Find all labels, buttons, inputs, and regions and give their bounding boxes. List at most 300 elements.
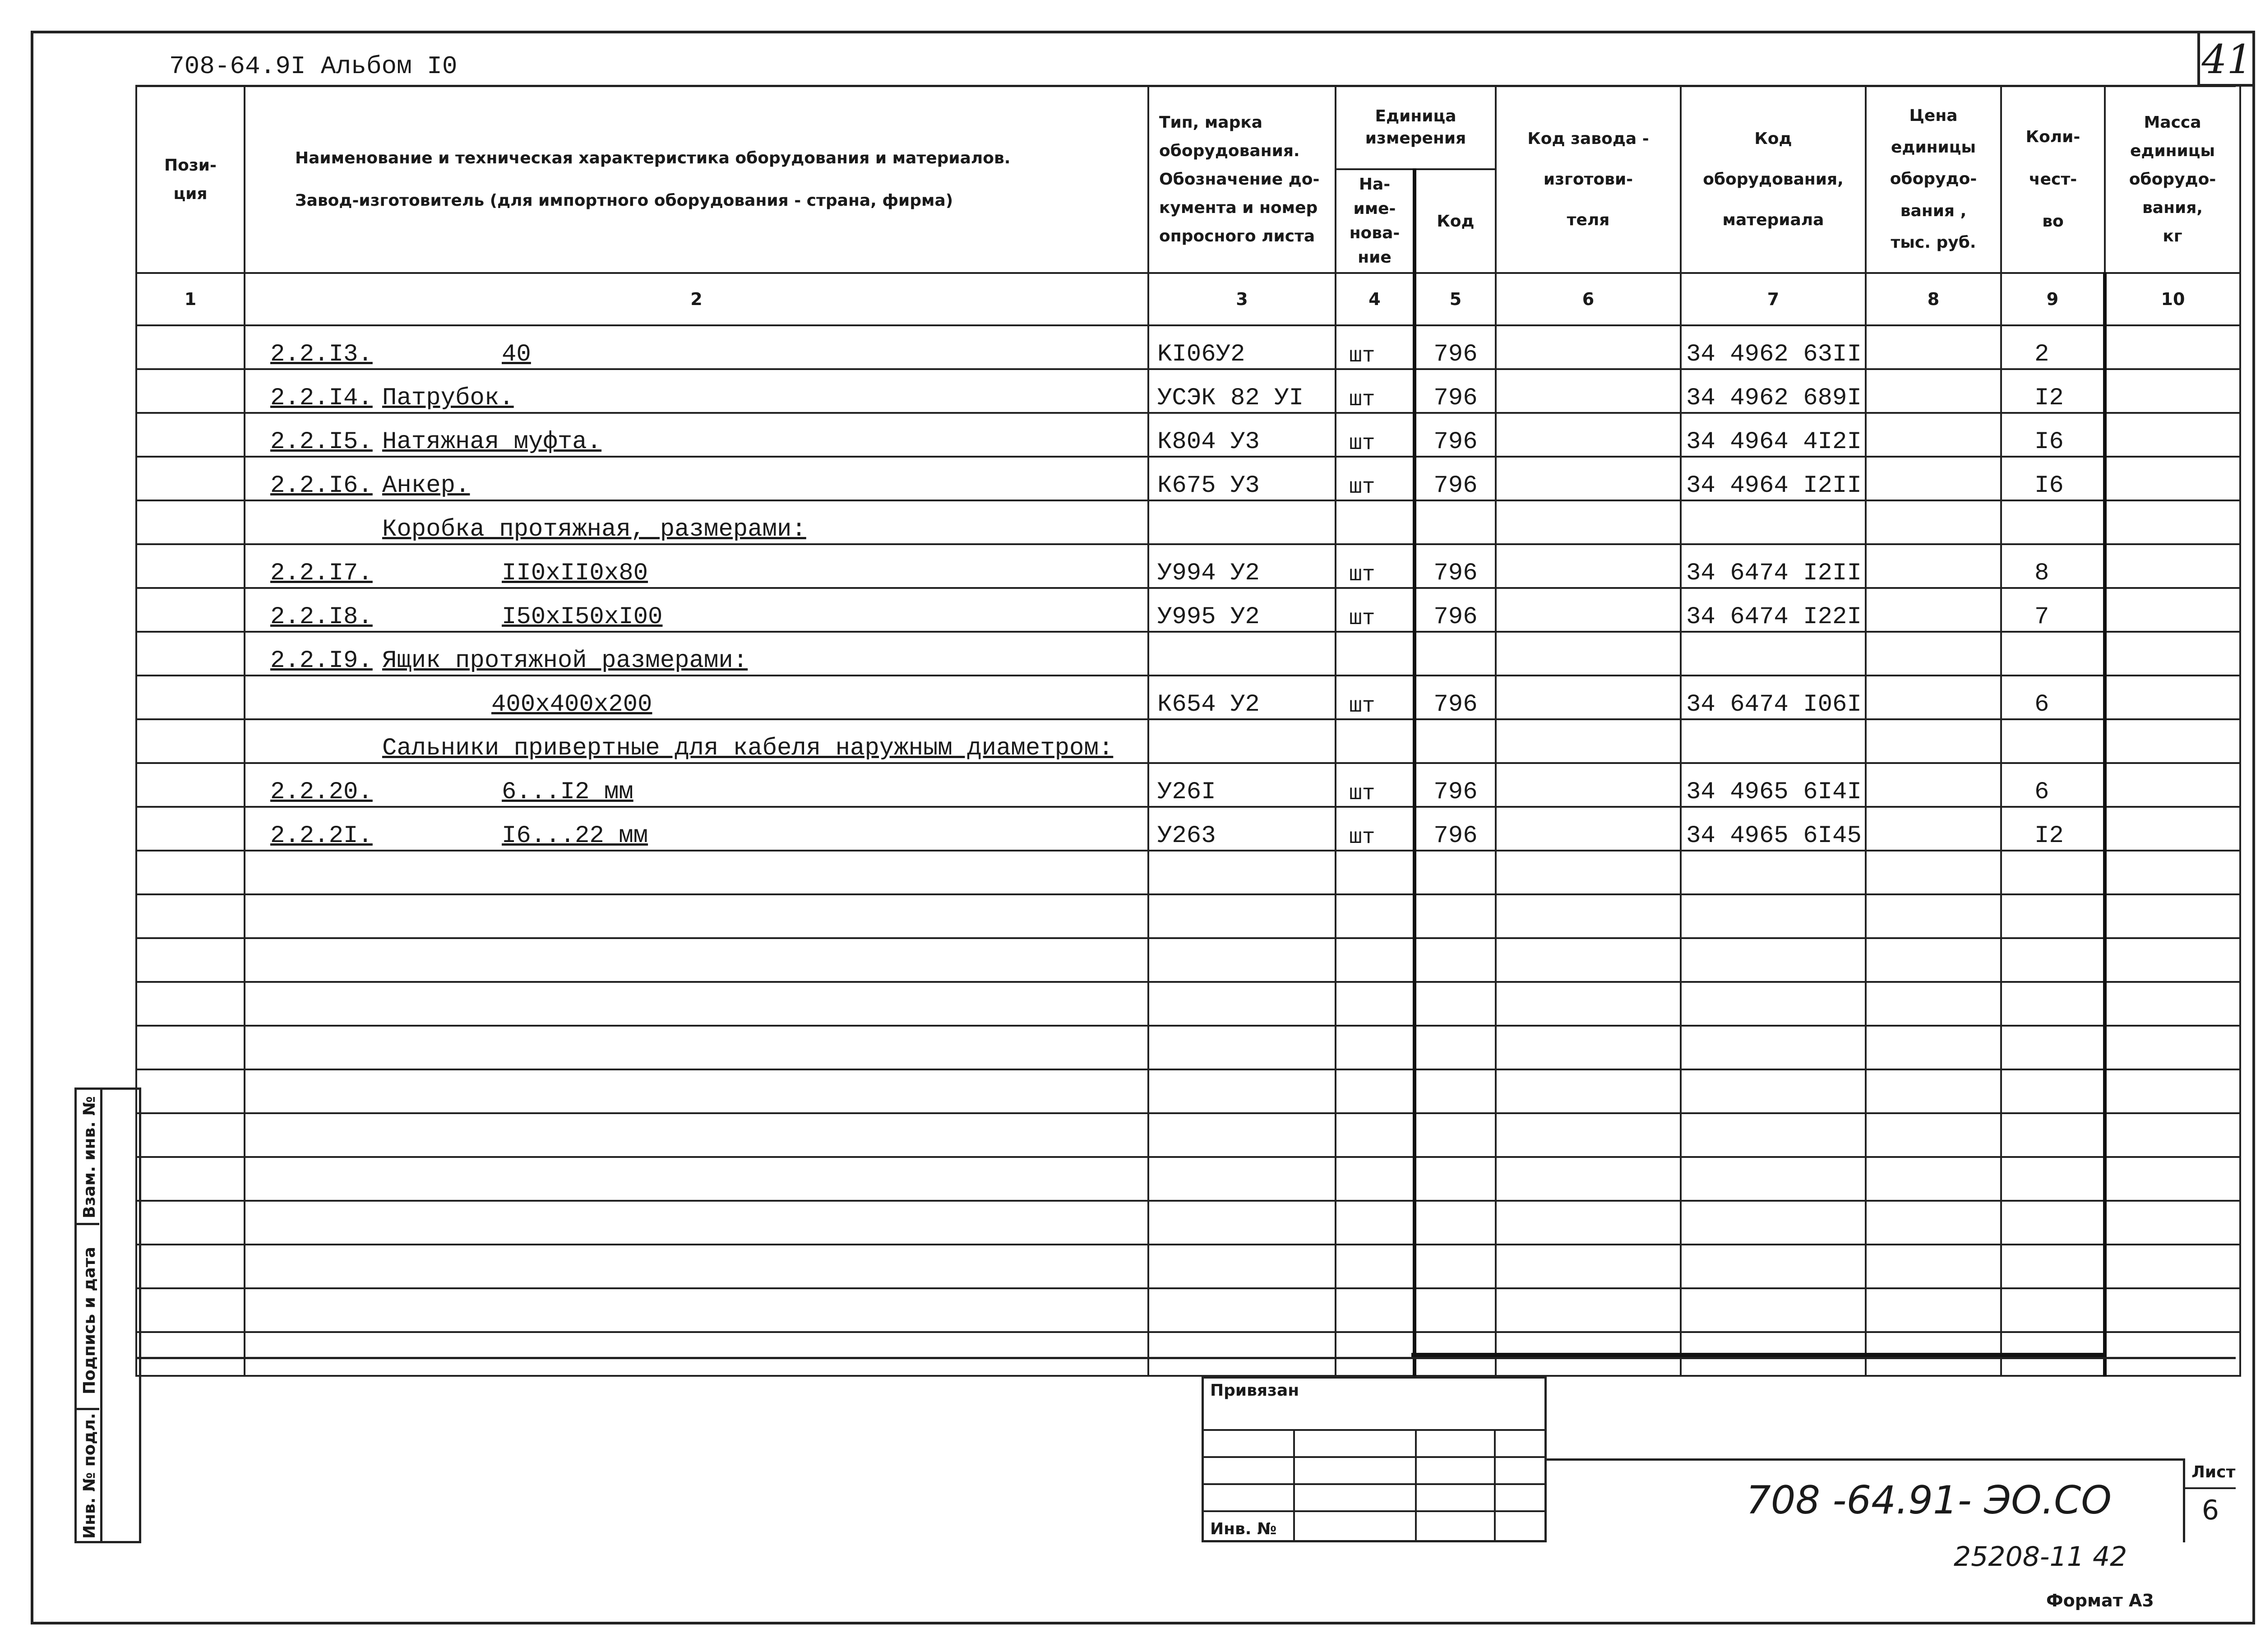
cell-material-code — [1681, 500, 1866, 544]
cell-unit — [1336, 1113, 1415, 1157]
item-name: 6...I2 мм — [502, 778, 633, 806]
cell-quantity — [2001, 1157, 2105, 1201]
cell-price — [1866, 1026, 2001, 1069]
table-row — [136, 1201, 2240, 1245]
cell-quantity — [2001, 632, 2105, 676]
cell-type-text: KI06У2 — [1157, 341, 1245, 368]
cell-quantity — [2001, 369, 2105, 413]
column-header-mass: Масса единицы оборудо- вания, кг — [2105, 86, 2240, 273]
table-row — [136, 807, 2240, 851]
cell-name — [245, 894, 1148, 938]
cell-factory-code — [1496, 982, 1681, 1026]
cell-unit-code — [1415, 719, 1496, 763]
cell-quantity — [2001, 1113, 2105, 1157]
cell-quantity — [2001, 719, 2105, 763]
bottom-thick-line — [1411, 1353, 2105, 1357]
cell-quantity-text: 6 — [2034, 778, 2049, 806]
cell-mass — [2105, 938, 2240, 982]
table-row — [136, 325, 2240, 369]
cell-unit-code — [1415, 982, 1496, 1026]
cell-name — [245, 676, 1148, 719]
cell-factory-code — [1496, 894, 1681, 938]
column-header-unit-group: Единица измерения — [1336, 86, 1496, 169]
cell-unit — [1336, 325, 1415, 369]
cell-unit — [1336, 1245, 1415, 1288]
cell-unit-code — [1415, 1201, 1496, 1245]
cell-mass — [2105, 676, 2240, 719]
cell-unit-text: шт — [1349, 825, 1375, 850]
cell-position — [136, 1026, 245, 1069]
cell-material-code — [1681, 938, 1866, 982]
cell-quantity-text: I6 — [2034, 428, 2064, 456]
cell-factory-code — [1496, 807, 1681, 851]
item-name: I6...22 мм — [502, 822, 648, 850]
cell-type — [1148, 1026, 1336, 1069]
cell-material-code — [1681, 588, 1866, 632]
cell-price — [1866, 982, 2001, 1026]
column-header-type: Тип, марка оборудования. Обозначение до- кумента и номер опросного листа — [1148, 86, 1336, 273]
cell-quantity-text: 8 — [2034, 560, 2049, 587]
item-name: 40 — [502, 341, 531, 368]
cell-price — [1866, 632, 2001, 676]
cell-position — [136, 413, 245, 457]
cell-type — [1148, 982, 1336, 1026]
cell-type — [1148, 851, 1336, 894]
cell-unit-code-text: 796 — [1433, 778, 1478, 806]
cell-mass — [2105, 719, 2240, 763]
cell-name — [245, 719, 1148, 763]
cell-type — [1148, 763, 1336, 807]
table-row — [136, 982, 2240, 1026]
item-name: Коробка протяжная, размерами: — [382, 516, 806, 543]
cell-price — [1866, 719, 2001, 763]
cell-quantity — [2001, 413, 2105, 457]
cell-quantity — [2001, 1026, 2105, 1069]
cell-unit — [1336, 1288, 1415, 1332]
cell-price — [1866, 588, 2001, 632]
cell-type — [1148, 325, 1336, 369]
cell-unit-code — [1415, 544, 1496, 588]
doc-line — [1547, 1458, 2183, 1461]
side-label-original-inv: Инв. № подл. — [80, 1413, 99, 1539]
cell-price — [1866, 457, 2001, 500]
bound-label: Привязан — [1210, 1381, 1299, 1400]
cell-factory-code — [1496, 632, 1681, 676]
cell-type — [1148, 1245, 1336, 1288]
column-number: 9 — [2001, 273, 2105, 325]
cell-unit-code — [1415, 325, 1496, 369]
cell-material-code — [1681, 413, 1866, 457]
cell-mass — [2105, 413, 2240, 457]
cell-unit-code — [1415, 1157, 1496, 1201]
cell-unit-text: шт — [1349, 782, 1375, 806]
cell-type — [1148, 676, 1336, 719]
cell-type — [1148, 719, 1336, 763]
cell-mass — [2105, 325, 2240, 369]
cell-material-code-text: 34 4962 63II — [1686, 341, 1862, 368]
sheet-label: Лист — [2191, 1463, 2236, 1481]
cell-unit-code-text: 796 — [1433, 822, 1478, 850]
cell-quantity — [2001, 1201, 2105, 1245]
table-row — [136, 763, 2240, 807]
column-header-unit-name: На- име- нова- ние — [1336, 169, 1415, 273]
table-row — [136, 588, 2240, 632]
cell-type-text: У26I — [1157, 778, 1216, 806]
cell-type — [1148, 544, 1336, 588]
side-label-replacement-inv: Взам. инв. № — [80, 1096, 99, 1218]
cell-quantity — [2001, 457, 2105, 500]
item-name: Ящик протяжной размерами: — [382, 647, 748, 675]
cell-unit-code — [1415, 457, 1496, 500]
cell-factory-code — [1496, 325, 1681, 369]
cell-price — [1866, 1157, 2001, 1201]
cell-quantity — [2001, 894, 2105, 938]
cell-price — [1866, 763, 2001, 807]
cell-type — [1148, 413, 1336, 457]
item-position: 2.2.I9. — [270, 647, 373, 675]
cell-material-code — [1681, 1026, 1866, 1069]
table-row — [136, 1069, 2240, 1113]
cell-factory-code — [1496, 763, 1681, 807]
cell-position — [136, 851, 245, 894]
column-header-price: Цена единицы оборудо- вания , тыс. руб. — [1866, 86, 2001, 273]
cell-name — [245, 500, 1148, 544]
cell-unit-text: шт — [1349, 475, 1375, 500]
column-number: 4 — [1336, 273, 1415, 325]
cell-mass — [2105, 1201, 2240, 1245]
item-name: Натяжная муфта. — [382, 428, 602, 456]
cell-position — [136, 588, 245, 632]
cell-price — [1866, 369, 2001, 413]
cell-price — [1866, 325, 2001, 369]
cell-type — [1148, 1332, 1336, 1376]
cell-type-text: УСЭК 82 УI — [1157, 384, 1304, 412]
cell-unit — [1336, 457, 1415, 500]
cell-name — [245, 1113, 1148, 1157]
table-row — [136, 1026, 2240, 1069]
cell-material-code — [1681, 544, 1866, 588]
cell-material-code-text: 34 6474 I06I — [1686, 691, 1862, 718]
cell-price — [1866, 1288, 2001, 1332]
cell-mass — [2105, 369, 2240, 413]
column-number: 7 — [1681, 273, 1866, 325]
cell-material-code — [1681, 369, 1866, 413]
table-row — [136, 1113, 2240, 1157]
cell-position — [136, 719, 245, 763]
cell-quantity — [2001, 500, 2105, 544]
cell-type-text: К654 У2 — [1157, 691, 1260, 718]
cell-mass — [2105, 588, 2240, 632]
cell-type — [1148, 938, 1336, 982]
cell-quantity — [2001, 588, 2105, 632]
cell-name — [245, 1069, 1148, 1113]
cell-mass — [2105, 982, 2240, 1026]
cell-price — [1866, 1245, 2001, 1288]
cell-quantity — [2001, 851, 2105, 894]
cell-material-code — [1681, 1288, 1866, 1332]
cell-factory-code — [1496, 457, 1681, 500]
cell-type-text: К675 У3 — [1157, 472, 1260, 500]
item-name: I50xI50xI00 — [502, 603, 663, 631]
column-header-position: Пози- ция — [136, 86, 245, 273]
document-code: 708 -64.91- ЭО.СО — [1746, 1478, 2112, 1523]
cell-unit — [1336, 1026, 1415, 1069]
cell-unit-code-text: 796 — [1433, 428, 1478, 456]
cell-quantity — [2001, 1069, 2105, 1113]
table-row — [136, 1288, 2240, 1332]
cell-unit — [1336, 1201, 1415, 1245]
bound-box — [1202, 1376, 1547, 1542]
cell-factory-code — [1496, 851, 1681, 894]
cell-quantity-text: 7 — [2034, 603, 2049, 631]
cell-position — [136, 763, 245, 807]
cell-unit-code — [1415, 1113, 1496, 1157]
cell-material-code-text: 34 4965 6I45 — [1686, 822, 1862, 850]
cell-type — [1148, 1201, 1336, 1245]
cell-unit — [1336, 676, 1415, 719]
cell-mass — [2105, 632, 2240, 676]
cell-unit-code — [1415, 1026, 1496, 1069]
cell-unit-code-text: 796 — [1433, 560, 1478, 587]
cell-name — [245, 807, 1148, 851]
cell-price — [1866, 413, 2001, 457]
format-label: Формат А3 — [2046, 1591, 2154, 1610]
cell-factory-code — [1496, 1201, 1681, 1245]
cell-mass — [2105, 500, 2240, 544]
cell-quantity — [2001, 763, 2105, 807]
cell-factory-code — [1496, 1288, 1681, 1332]
cell-quantity-text: 6 — [2034, 691, 2049, 718]
cell-name — [245, 938, 1148, 982]
cell-type — [1148, 457, 1336, 500]
cell-type-text: У263 — [1157, 822, 1216, 850]
cell-unit-code-text: 796 — [1433, 691, 1478, 718]
cell-price — [1866, 676, 2001, 719]
cell-position — [136, 325, 245, 369]
cell-unit — [1336, 369, 1415, 413]
column-header-name: Наименование и техническая характеристика оборудования и материалов. Завод-изготовитель (для импортного оборудования - страна, фирма) — [245, 86, 1148, 273]
cell-mass — [2105, 807, 2240, 851]
cell-name — [245, 413, 1148, 457]
cell-position — [136, 1113, 245, 1157]
cell-material-code — [1681, 807, 1866, 851]
cell-position — [136, 982, 245, 1026]
table-row — [136, 1245, 2240, 1288]
cell-factory-code — [1496, 500, 1681, 544]
cell-material-code — [1681, 851, 1866, 894]
cell-factory-code — [1496, 1157, 1681, 1201]
cell-factory-code — [1496, 1113, 1681, 1157]
cell-unit — [1336, 1157, 1415, 1201]
item-name: II0xII0x80 — [502, 560, 648, 587]
sheet-number: 6 — [2201, 1495, 2219, 1526]
cell-quantity-text: I2 — [2034, 822, 2064, 850]
table-row — [136, 851, 2240, 894]
cell-unit — [1336, 851, 1415, 894]
cell-material-code — [1681, 719, 1866, 763]
title-block-line — [135, 1357, 2236, 1359]
item-position: 2.2.I4. — [270, 384, 373, 412]
equipment-specification-table — [135, 85, 2241, 1377]
cell-position — [136, 894, 245, 938]
column-number: 8 — [1866, 273, 2001, 325]
side-stamp — [74, 1087, 141, 1543]
cell-unit — [1336, 544, 1415, 588]
cell-name — [245, 851, 1148, 894]
cell-type — [1148, 894, 1336, 938]
cell-name — [245, 1245, 1148, 1288]
cell-mass — [2105, 851, 2240, 894]
cell-mass — [2105, 1113, 2240, 1157]
cell-price — [1866, 1069, 2001, 1113]
cell-unit-text: шт — [1349, 563, 1375, 587]
cell-position — [136, 1245, 245, 1288]
cell-position — [136, 676, 245, 719]
cell-quantity — [2001, 325, 2105, 369]
cell-type-text: У994 У2 — [1157, 560, 1260, 587]
cell-unit-code — [1415, 1288, 1496, 1332]
cell-name — [245, 325, 1148, 369]
cell-type — [1148, 588, 1336, 632]
cell-factory-code — [1496, 938, 1681, 982]
cell-factory-code — [1496, 369, 1681, 413]
cell-material-code — [1681, 1157, 1866, 1201]
cell-position — [136, 1201, 245, 1245]
cell-quantity — [2001, 544, 2105, 588]
item-position: 2.2.I6. — [270, 472, 373, 500]
page-number-box — [2197, 32, 2254, 87]
cell-material-code-text: 34 4964 4I2I — [1686, 428, 1862, 456]
table-row — [136, 1157, 2240, 1201]
cell-unit — [1336, 500, 1415, 544]
cell-position — [136, 500, 245, 544]
cell-price — [1866, 500, 2001, 544]
cell-quantity — [2001, 938, 2105, 982]
bottom-code: 25208-11 42 — [1954, 1541, 2127, 1573]
cell-type — [1148, 369, 1336, 413]
column-number: 1 — [136, 273, 245, 325]
cell-unit-text: шт — [1349, 344, 1375, 368]
cell-unit-text: шт — [1349, 431, 1375, 456]
cell-quantity-text: I6 — [2034, 472, 2064, 500]
cell-name — [245, 1026, 1148, 1069]
cell-material-code-text: 34 4965 6I4I — [1686, 778, 1862, 806]
cell-unit-code — [1415, 1069, 1496, 1113]
column-number: 3 — [1148, 273, 1336, 325]
cell-mass — [2105, 763, 2240, 807]
cell-price — [1866, 851, 2001, 894]
cell-material-code — [1681, 1245, 1866, 1288]
cell-position — [136, 1332, 245, 1376]
column-header-factory-code: Код завода - изготови- теля — [1496, 86, 1681, 273]
cell-name — [245, 457, 1148, 500]
table-row — [136, 632, 2240, 676]
cell-position — [136, 457, 245, 500]
cell-unit-code — [1415, 632, 1496, 676]
cell-factory-code — [1496, 676, 1681, 719]
cell-factory-code — [1496, 588, 1681, 632]
cell-material-code-text: 34 4964 I2II — [1686, 472, 1862, 500]
cell-quantity — [2001, 982, 2105, 1026]
cell-name — [245, 588, 1148, 632]
side-label-signature-date: Подпись и дата — [80, 1247, 99, 1394]
cell-type — [1148, 632, 1336, 676]
cell-mass — [2105, 1288, 2240, 1332]
sheet-box — [2183, 1458, 2236, 1542]
cell-unit-code — [1415, 894, 1496, 938]
cell-quantity — [2001, 676, 2105, 719]
cell-unit — [1336, 807, 1415, 851]
cell-unit-text: шт — [1349, 388, 1375, 412]
cell-price — [1866, 544, 2001, 588]
cell-factory-code — [1496, 1069, 1681, 1113]
table-row — [136, 369, 2240, 413]
table-row — [136, 457, 2240, 500]
cell-mass — [2105, 457, 2240, 500]
column-number: 10 — [2105, 273, 2240, 325]
cell-price — [1866, 1113, 2001, 1157]
cell-type — [1148, 1288, 1336, 1332]
cell-mass — [2105, 1069, 2240, 1113]
cell-unit-code-text: 796 — [1433, 603, 1478, 631]
cell-unit — [1336, 938, 1415, 982]
cell-name — [245, 1288, 1148, 1332]
item-name: Анкер. — [382, 472, 470, 500]
cell-price — [1866, 894, 2001, 938]
cell-factory-code — [1496, 413, 1681, 457]
cell-unit — [1336, 763, 1415, 807]
cell-material-code-text: 34 6474 I22I — [1686, 603, 1862, 631]
cell-unit — [1336, 1332, 1415, 1376]
table-row — [136, 544, 2240, 588]
cell-quantity-text: 2 — [2034, 341, 2049, 368]
cell-position — [136, 1288, 245, 1332]
cell-unit-code — [1415, 369, 1496, 413]
cell-name — [245, 544, 1148, 588]
item-name: Сальники привертные для кабеля наружным диаметром: — [382, 735, 1114, 762]
column-number: 2 — [245, 273, 1148, 325]
cell-name — [245, 982, 1148, 1026]
cell-material-code — [1681, 763, 1866, 807]
cell-unit — [1336, 588, 1415, 632]
cell-material-code — [1681, 1201, 1866, 1245]
cell-quantity — [2001, 1288, 2105, 1332]
cell-factory-code — [1496, 1245, 1681, 1288]
cell-material-code — [1681, 982, 1866, 1026]
cell-unit-code — [1415, 676, 1496, 719]
cell-unit — [1336, 413, 1415, 457]
table-row — [136, 676, 2240, 719]
cell-type — [1148, 1157, 1336, 1201]
cell-type-text: К804 У3 — [1157, 428, 1260, 456]
cell-price — [1866, 807, 2001, 851]
cell-material-code — [1681, 325, 1866, 369]
cell-unit-code — [1415, 851, 1496, 894]
cell-quantity — [2001, 807, 2105, 851]
cell-mass — [2105, 1157, 2240, 1201]
column-header-quantity: Коли- чест- во — [2001, 86, 2105, 273]
cell-position — [136, 1069, 245, 1113]
cell-material-code — [1681, 1113, 1866, 1157]
cell-quantity-text: I2 — [2034, 384, 2064, 412]
cell-position — [136, 369, 245, 413]
column-number: 5 — [1415, 273, 1496, 325]
item-position: 2.2.20. — [270, 778, 373, 806]
column-number: 6 — [1496, 273, 1681, 325]
cell-position — [136, 544, 245, 588]
cell-unit — [1336, 894, 1415, 938]
cell-unit — [1336, 1069, 1415, 1113]
